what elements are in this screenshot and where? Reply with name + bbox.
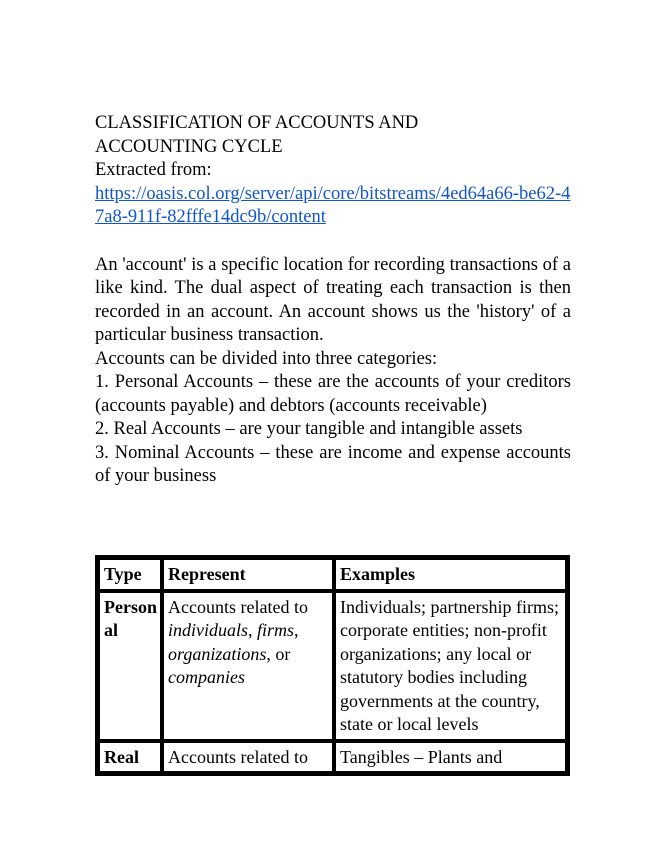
table-header-row — [98, 558, 567, 591]
table-row — [98, 591, 567, 741]
accounts-table-container — [95, 555, 575, 817]
header-represent: Represent — [162, 558, 334, 591]
category-personal: 1. Personal Accounts – these are the accounts of your creditors (accounts payable) and debtors (accounts receivable) — [95, 372, 571, 416]
document-title-line-2: ACCOUNTING CYCLE — [95, 136, 283, 157]
header-type: Type — [98, 558, 162, 591]
represent-italic: firms — [257, 620, 295, 640]
row-examples: Individuals; partnership firms; corporate entities; non-profit organizations; any local or statutory bodies including governments at the country, state or local levels — [334, 591, 567, 741]
header-examples: Examples — [334, 558, 567, 591]
represent-text: Accounts related to — [168, 596, 308, 617]
represent-sep: , or — [266, 643, 291, 664]
table-row — [98, 741, 567, 774]
row-type: Personal — [98, 591, 162, 741]
row-represent: Accounts related to — [162, 741, 334, 774]
document-title-line-1: CLASSIFICATION OF ACCOUNTS AND — [95, 113, 419, 133]
intro-paragraph: An 'account' is a specific location for recording transactions of a like kind. The dual aspect of treating each transaction is then recorded in an account. An account shows us the 'history' of a particular business transaction. — [95, 254, 571, 345]
row-type: Real — [98, 741, 162, 774]
represent-sep: , — [294, 620, 299, 640]
represent-italic: organizations — [168, 643, 267, 664]
extracted-from-label: Extracted from: — [95, 160, 212, 180]
row-examples: Tangibles – Plants and — [334, 741, 567, 774]
row-represent — [162, 591, 334, 741]
category-nominal: 3. Nominal Accounts – these are income and expense accounts of your business — [95, 442, 571, 486]
source-link[interactable]: https://oasis.col.org/server/api/core/bitstreams/4ed64a66-be62-47a8-911f-82fffe14dc9b/content — [95, 183, 571, 227]
represent-sep: , — [248, 620, 257, 640]
accounts-table — [95, 555, 570, 776]
categories-intro: Accounts can be divided into three categories: — [95, 348, 438, 369]
document-body — [95, 112, 571, 489]
represent-italic: individuals — [168, 620, 248, 640]
category-real: 2. Real Accounts – are your tangible and intangible assets — [95, 419, 523, 439]
represent-italic: companies — [168, 667, 245, 687]
